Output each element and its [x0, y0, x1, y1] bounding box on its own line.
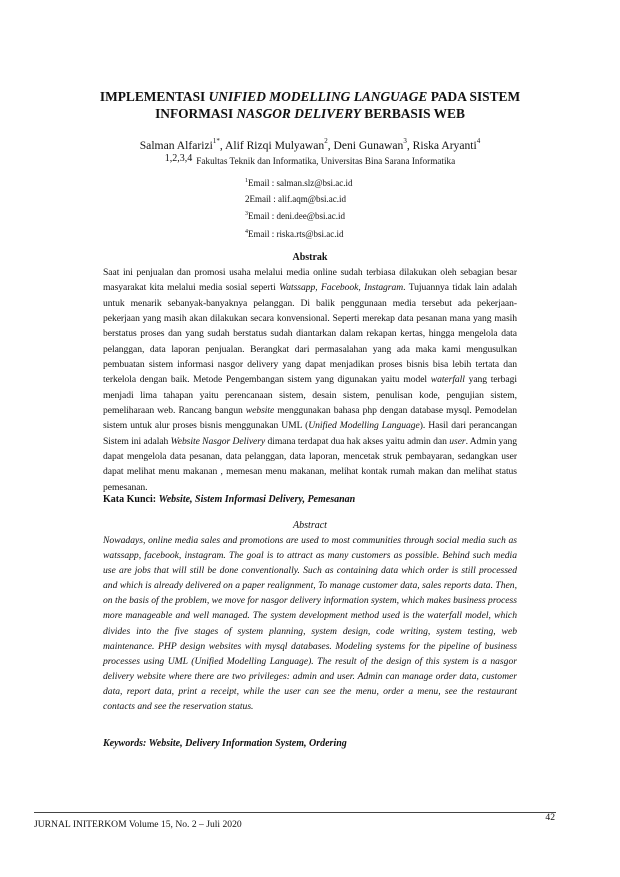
email-line: $^1$Email : salman.slz@bsi.ac.id — [245, 178, 353, 188]
author-name: Riska Aryanti — [412, 139, 477, 152]
email-line: $^3$Email : deni.dee@bsi.ac.id — [245, 211, 346, 221]
author-name: Deni Gunawan — [333, 139, 404, 152]
footer-journal: JURNAL INITERKOM Volume 15, No. 2 – Juli 2020 — [34, 819, 242, 830]
email-line: $^4$Email : riska.rts@bsi.ac.id — [245, 228, 344, 239]
author-sup: 1* — [212, 137, 220, 145]
keywords: Keywords: Website, Delivery Information System, Ordering — [103, 738, 347, 749]
email-list — [0, 174, 620, 242]
affiliation — [60, 153, 560, 167]
author-sup: 4 — [476, 137, 481, 145]
title-line-1: IMPLEMENTASI UNIFIED MODELLING LANGUAGE PADA SISTEM — [99, 89, 521, 104]
author-list: Salman Alfarizi$^{1*}$, Alif Rizqi Mulyawan$^2$, Deni Gunawan$^3$, Riska Aryanti$^4$ — [139, 137, 481, 152]
email-line: 2Email : alif.aqm@bsi.ac.id — [245, 193, 347, 204]
abstract-heading: Abstract — [293, 520, 327, 531]
paper-title — [60, 88, 560, 122]
author-name: Alif Rizqi Mulyawan — [225, 139, 325, 152]
author-sup: 2 — [324, 137, 328, 145]
page-number: 42 — [545, 812, 555, 823]
footer-divider — [34, 812, 556, 813]
kata-kunci: Kata Kunci: Website, Sistem Informasi Delivery, Pemesanan — [103, 494, 356, 505]
affiliation-text: Fakultas Teknik dan Informatika, Universitas Bina Sarana Informatika — [196, 156, 456, 166]
affiliation-numbers: 1,2,3,4 — [164, 153, 193, 164]
abstrak-heading: Abstrak — [292, 252, 328, 263]
title-line-2: INFORMASI NASGOR DELIVERY BERBASIS WEB — [155, 106, 465, 121]
author-sup: 3 — [403, 137, 407, 145]
abstrak-body: Saat ini penjualan dan promosi usaha melalui media online sudah terbiasa dilakukan oleh sebagian besar masyarakat kita melalui media sosial seperti Watssapp, Facebook, Instagram. Tujuannya tidak lain adalah untuk menarik sebanyak-banyaknya pelanggan. Di balik penggunaan media tersebut ada pekerjaan-pekerjaan yang masih akan dilakukan secara konvensional. Seperti merekap data pesanan mana yang masih berstatus proses dan yang sudah berstatus sudah diantarkan dalam rekapan kertas, hingga mengelola data pelanggan, data laporan penjualan. Berangkat dari permasalahan yang ada maka kami mengusulkan pembuatan sistem informasi nasgor delivery yang dapat menjadikan proses bisnis bisa lebih tertata dan terkelola dengan baik. Metode Pengembangan sistem yang digunakan yaitu model waterfall yang terbagi menjadi lima tahapan yaitu perencanaan sistem, desain sistem, penulisan kode, pengujian sistem, pemeliharaan web. Rancang bangun website menggunakan bahasa php dengan database mysql. Pemodelan sistem untuk alur proses bisnis menggunakan UML (Unified Modelling Language). Hasil dari perancangan Sistem ini adalah Website Nasgor Delivery dimana terdapat dua hak akses yaitu admin dan user. Admin yang dapat mengelola data pesanan, data pelanggan, data laporan, mencetak struk pembayaran, sedangkan user dapat melihat menu makanan , memesan menu makanan, melihat kontak rumah makan dan melihat status pemesanan. — [103, 267, 518, 493]
author-name: Salman Alfarizi — [139, 139, 213, 152]
abstract-body: Nowadays, online media sales and promotions are used to most communities through social media such as watssapp, facebook, instagram. The goal is to attract as many customers as possible. Behind such media use are jobs that will still be done conventionally. Such as containing data which order is still processed and which is already delivered on a paper realignment, To manage customer data, sales reports data. Then, on the basis of the problem, we move for nasgor delivery information system, which makes business process more manageable and well managed. The system development method used is the waterfall model, which divides into the five stages of system planning, system design, code writing, system testing, web maintenance. PHP design websites with mysql databases. Modeling systems for the pipeline of business processes using UML (Unified Modelling Language). The result of the design of this system is a nasgor delivery website where there are two privileges: admin and user. Admin can manage order data, customer data, report data, print a receipt, while the user can see the menu, order a menu, see the restaurant contacts and see the reservation status. — [103, 535, 517, 713]
